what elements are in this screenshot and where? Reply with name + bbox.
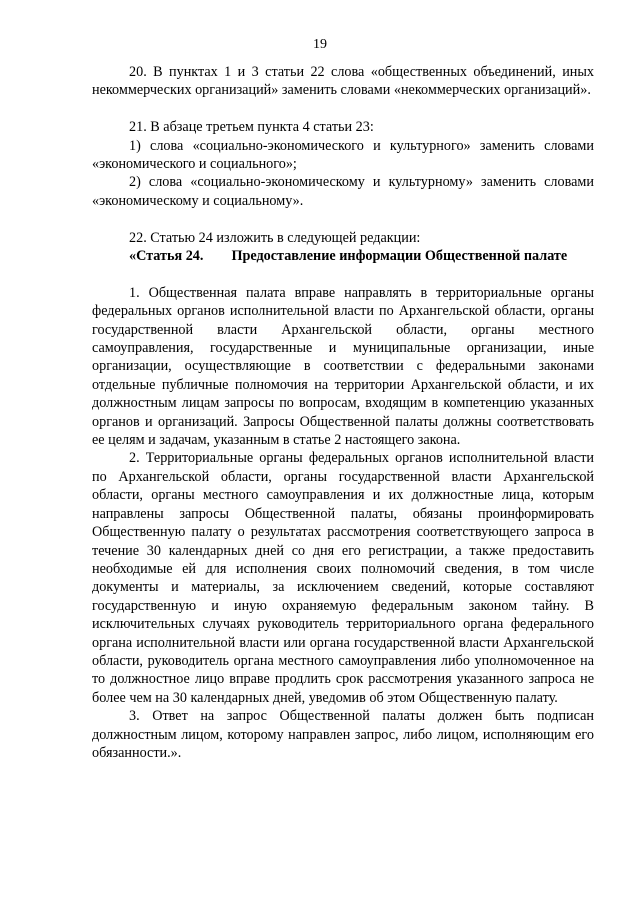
item-21-sub1: 1) слова «социально-экономического и культурного» заменить словами «экономического и социального»; [92,137,594,173]
item-22-intro: 22. Статью 24 изложить в следующей редакции: [129,229,421,246]
article-paragraph-3: 3. Ответ на запрос Общественной палаты должен быть подписан должностным лицом, которому направлен запрос, либо лицом, исполняющим его обязанности.». [92,708,594,761]
item-21-sub2: 2) слова «социально-экономическому и культурному» заменить словами «экономическому и социальному». [92,174,594,209]
document-body [92,63,594,762]
article-heading [92,247,594,265]
item-21-intro: 21. В абзаце третьем пункта 4 статьи 23: [129,119,374,136]
article-title: Предоставление информации Общественной палате [231,248,568,265]
article-paragraph-2: 2. Территориальные органы федеральных органов исполнительной власти по Архангельской области, органы государственной власти Архангельской области, органы местного самоуправления и их должностные лица, которым направлены запросы Общественной палаты, обязаны проинформировать Общественную палату о результатах рассмотрения соответствующего запроса в течение 30 календарных дней со дня его регистрации, а также предоставить необходимые ей для исполнения своих полномочий сведения, в том числе документы и материалы, за исключением сведений, которые составляют государственную и иную охраняемую федеральным законом тайну. В исключительных случаях руководитель территориального органа федерального органа исполнительной власти или органа государственной власти Архангельской области, руководитель органа местного самоуправления либо уполномоченное на то должностное лицо вправе продлить срок рассмотрения указанного запроса не более чем на 30 календарных дней, уведомив об этом Общественную палату. [92,450,594,706]
article-label: «Статья 24. [129,248,204,265]
item-20: 20. В пунктах 1 и 3 статьи 22 слова «общественных объединений, иных некоммерческих организаций» заменить словами «некоммерческих организаций». [92,64,594,99]
article-paragraph-1: 1. Общественная палата вправе направлять в территориальные органы федеральных органов исполнительной власти по Архангельской области, органы государственной власти Архангельской области, органы местного самоуправления, государственные и муниципальные организации, иные организации, осуществляющие в соответствии с федеральными законами отдельные публичные полномочия на территории Архангельской области, и их должностным лицам запросы по вопросам, входящим в компетенцию указанных органов и организаций. Запросы Общественной палаты должны соответствовать ее целям и задачам, указанным в статье 2 настоящего закона. [92,284,594,449]
page-number: 19 [313,37,327,52]
